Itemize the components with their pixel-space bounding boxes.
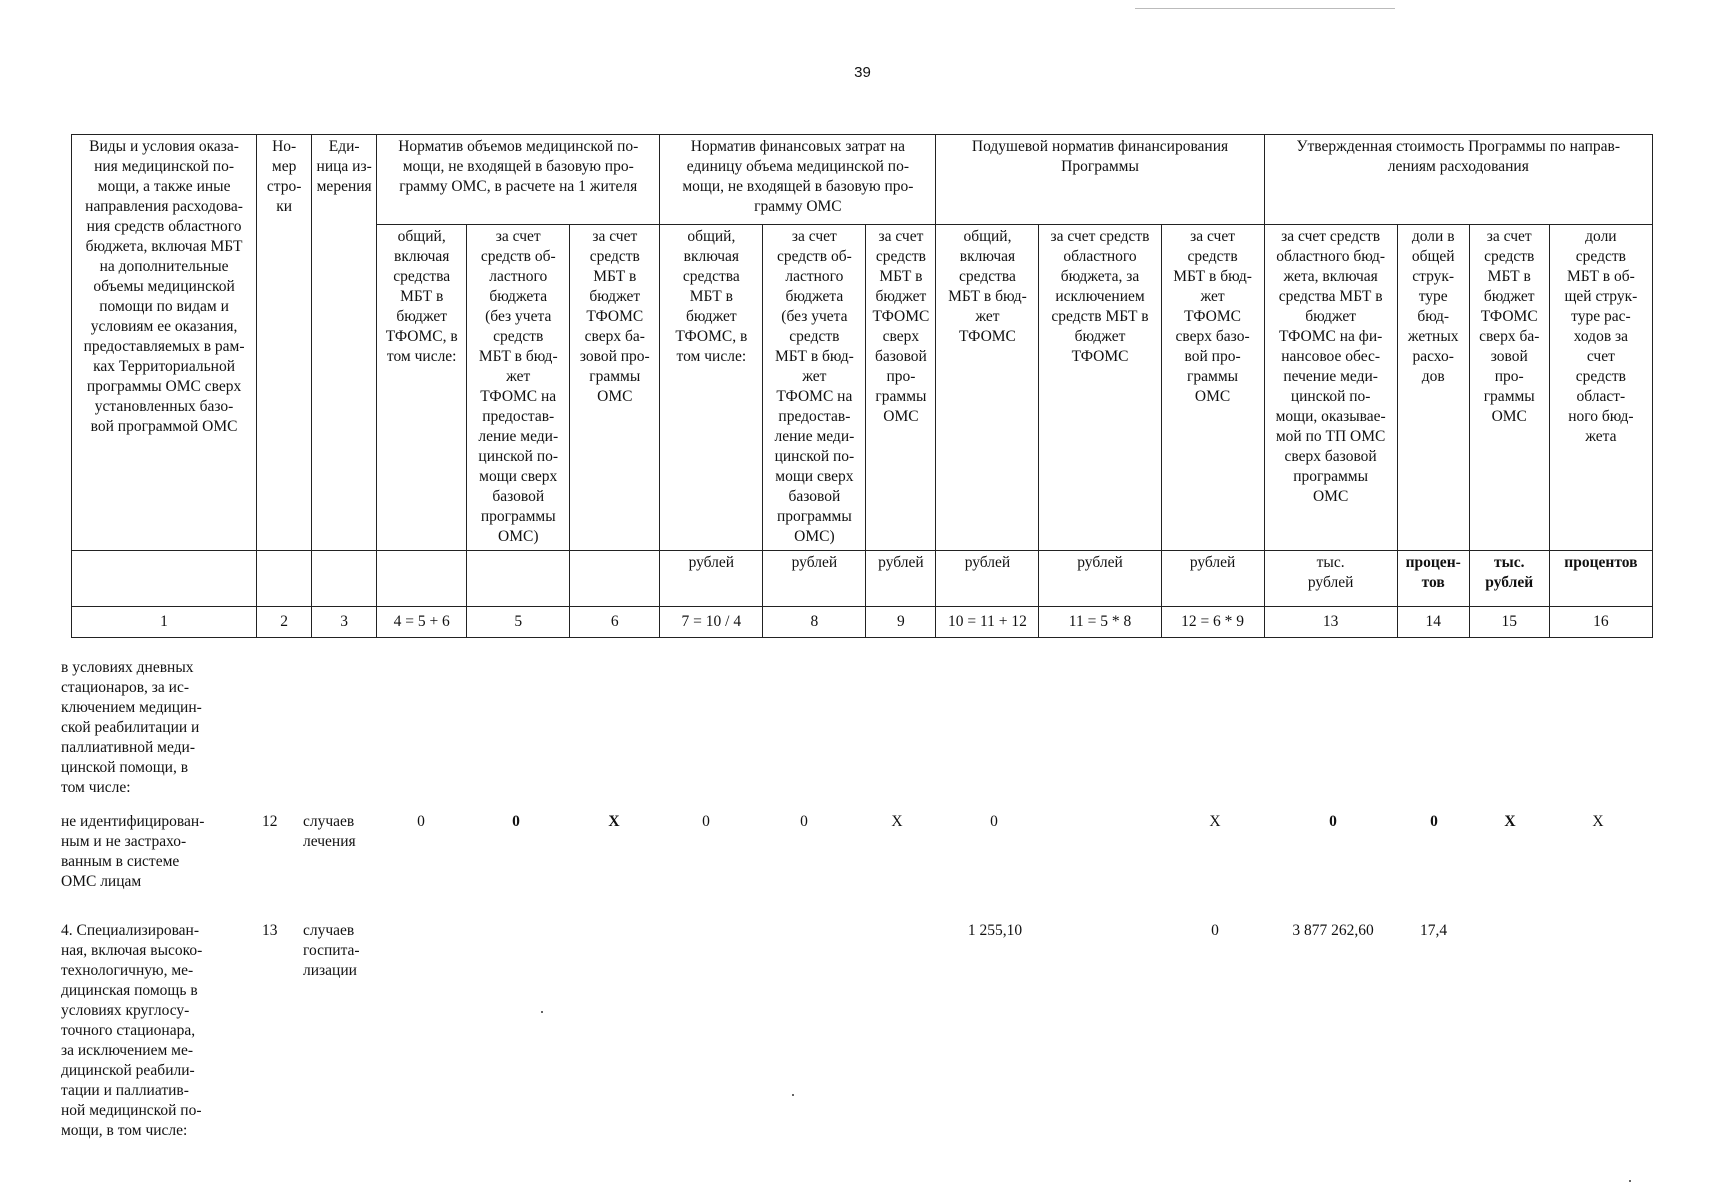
- text-line: ТФОМС: [1480, 308, 1538, 325]
- text-line: мер: [271, 158, 297, 175]
- unit-c16: процентов: [1549, 551, 1652, 607]
- text-line: ластного: [489, 268, 548, 285]
- unit-c8: рублей: [763, 551, 866, 607]
- column-number-14: 14: [1397, 607, 1469, 638]
- text-line: ках Территориальной: [93, 358, 235, 375]
- text-line: граммы: [589, 368, 641, 385]
- text-line: ТФОМС на: [776, 388, 853, 405]
- text-line: за исключением ме-: [61, 1042, 193, 1059]
- text-line: Программы: [1061, 158, 1139, 175]
- text-line: ластного: [785, 268, 844, 285]
- text-line: ление меди-: [478, 428, 559, 445]
- text-line: мощи, не входящей в базовую про-: [402, 158, 634, 175]
- unit-c12: рублей: [1161, 551, 1264, 607]
- text-line: МБТ в: [689, 288, 733, 305]
- row13-c14: 17,4: [1420, 922, 1448, 939]
- text-line: МБТ в бюд-: [775, 348, 854, 365]
- text-line: тыс.: [1493, 554, 1525, 571]
- text-line: за счет: [878, 228, 924, 245]
- row12-c4: 0: [417, 813, 425, 830]
- unit-c13: [1264, 551, 1397, 607]
- text-line: щей струк-: [1564, 288, 1638, 305]
- unit-c15: [1469, 551, 1549, 607]
- text-line: дицинская помощь в: [61, 982, 198, 999]
- text-line: МБТ в: [400, 288, 444, 305]
- text-line: мой по ТП ОМС: [1275, 428, 1386, 445]
- text-line: средств: [875, 248, 926, 265]
- text-line: бюджета, за: [1060, 268, 1140, 285]
- text-line: тации и паллиатив-: [61, 1082, 189, 1099]
- text-line: за счет: [592, 228, 638, 245]
- text-line: ница из-: [316, 158, 372, 175]
- text-line: нансовое обес-: [1281, 348, 1380, 365]
- text-line: вой про-: [1184, 348, 1241, 365]
- text-line: случаев: [303, 813, 355, 830]
- column-number-4: 4 = 5 + 6: [377, 607, 467, 638]
- text-line: тыс.: [1316, 554, 1345, 571]
- text-line: Норматив финансовых затрат на: [690, 138, 906, 155]
- row12-c9: X: [891, 813, 903, 830]
- text-line: жет: [802, 368, 827, 385]
- text-line: условиям ее оказания,: [90, 318, 238, 335]
- header-unit: [312, 135, 377, 551]
- text-line: включая: [394, 248, 450, 265]
- text-line: цинской по-: [478, 448, 559, 465]
- column-number-3: 3: [312, 607, 377, 638]
- text-line: печение меди-: [1283, 368, 1378, 385]
- subheader-c13: [1264, 225, 1397, 551]
- row13-c10: 1 255,10: [967, 922, 1023, 939]
- text-line: на дополнительные: [99, 258, 229, 275]
- scan-speck: [1629, 1180, 1631, 1182]
- row13-number: 13: [262, 922, 278, 939]
- text-line: ТФОМС на фи-: [1278, 328, 1383, 345]
- text-line: МБТ в: [593, 268, 637, 285]
- text-line: Норматив объемов медицинской по-: [398, 138, 639, 155]
- text-line: доли в: [1411, 228, 1455, 245]
- unit-c7: рублей: [660, 551, 763, 607]
- text-line: условиях круглосу-: [61, 1002, 190, 1019]
- text-line: общий,: [687, 228, 736, 245]
- text-line: включая: [683, 248, 740, 265]
- text-line: бюджет: [1305, 308, 1356, 325]
- text-line: счет: [1586, 348, 1615, 365]
- scan-artifact-line: [1135, 8, 1395, 9]
- text-line: жет: [975, 308, 1000, 325]
- row12-c13: 0: [1329, 813, 1337, 830]
- row12-c5: 0: [512, 813, 520, 830]
- text-line: (без учета: [485, 308, 552, 325]
- column-number-16: 16: [1549, 607, 1652, 638]
- text-line: дицинской реабили-: [61, 1062, 195, 1079]
- text-line: технологичную, ме-: [61, 962, 194, 979]
- text-line: жета: [1585, 428, 1617, 445]
- text-line: единицу объема медицинской по-: [686, 158, 910, 175]
- text-line: област-: [1576, 388, 1626, 405]
- text-line: том числе:: [676, 348, 747, 365]
- text-line: рублей: [1307, 574, 1354, 591]
- unit-cell-c2: [257, 551, 312, 607]
- text-line: рублей: [1485, 574, 1534, 591]
- text-line: ванным в системе: [61, 853, 180, 870]
- text-line: программы: [1293, 468, 1369, 485]
- column-number-7: 7 = 10 / 4: [660, 607, 763, 638]
- text-line: ТФОМС: [1184, 308, 1242, 325]
- text-line: Еди-: [328, 138, 360, 155]
- row12-c6: X: [608, 813, 620, 830]
- text-line: туре рас-: [1571, 308, 1631, 325]
- text-line: за счет: [1190, 228, 1236, 245]
- text-line: мощи, а также иные: [97, 178, 231, 195]
- text-line: доли: [1585, 228, 1617, 245]
- text-line: не идентифицирован-: [61, 813, 205, 830]
- text-line: за счет: [791, 228, 837, 245]
- unit-cell-c5: [467, 551, 570, 607]
- unit-c10: рублей: [936, 551, 1039, 607]
- text-line: расхо-: [1412, 348, 1454, 365]
- text-line: средств: [1484, 248, 1535, 265]
- text-line: ОМС: [883, 408, 919, 425]
- unit-cell-c3: [312, 551, 377, 607]
- text-line: средств: [589, 248, 640, 265]
- text-line: зовой про-: [579, 348, 650, 365]
- row-label-unidentified: [61, 812, 261, 892]
- text-line: средств: [789, 328, 840, 345]
- text-line: бюджета: [785, 288, 844, 305]
- text-line: предостав-: [482, 408, 555, 425]
- text-line: исключением: [1055, 288, 1145, 305]
- text-line: ТФОМС: [959, 328, 1016, 345]
- text-line: ключением медицин-: [61, 699, 202, 716]
- text-line: жетных: [1407, 328, 1459, 345]
- text-line: сверх ба-: [1479, 328, 1540, 345]
- text-line: Виды и условия оказа-: [89, 138, 239, 155]
- subheader-c7: [660, 225, 763, 551]
- text-line: МБТ в: [1487, 268, 1531, 285]
- text-line: ния средств областного: [86, 218, 242, 235]
- row-label-day-hospital: [61, 658, 261, 798]
- unit-cell-c6: [570, 551, 660, 607]
- text-line: мощи, не входящей в базовую про-: [682, 178, 914, 195]
- text-line: жет: [506, 368, 531, 385]
- text-line: ходов за: [1573, 328, 1629, 345]
- text-line: ТФОМС на: [480, 388, 557, 405]
- text-line: областного бюд-: [1276, 248, 1386, 265]
- text-line: бюд-: [1417, 308, 1450, 325]
- text-line: мощи, оказывае-: [1275, 408, 1386, 425]
- subheader-c4: [377, 225, 467, 551]
- text-line: средства: [393, 268, 451, 285]
- subheader-c11: [1039, 225, 1161, 551]
- text-line: бюджет: [1483, 288, 1535, 305]
- text-line: общей: [1411, 248, 1455, 265]
- text-line: том числе:: [61, 779, 131, 796]
- column-number-10: 10 = 11 + 12: [936, 607, 1039, 638]
- text-line: граммы: [1483, 388, 1535, 405]
- text-line: лечения: [303, 833, 356, 850]
- text-line: 4. Специализирован-: [61, 922, 200, 939]
- text-line: жет: [1200, 288, 1225, 305]
- subheader-c5: [467, 225, 570, 551]
- row13-c12: 0: [1211, 922, 1219, 939]
- text-line: туре: [1418, 288, 1448, 305]
- row12-c8: 0: [800, 813, 808, 830]
- unit-cell-c1: [72, 551, 257, 607]
- header-cost-norm: [660, 135, 936, 225]
- text-line: мощи сверх: [479, 468, 558, 485]
- text-line: программы: [776, 508, 852, 525]
- unit-c14: [1397, 551, 1469, 607]
- header-approved-cost: [1264, 135, 1652, 225]
- text-line: МБТ в бюд-: [478, 348, 558, 365]
- text-line: базовой: [788, 488, 841, 505]
- header-kind-of-care: [72, 135, 257, 551]
- text-line: включая: [959, 248, 1016, 265]
- text-line: предостав-: [778, 408, 851, 425]
- column-number-1: 1: [72, 607, 257, 638]
- text-line: программы ОМС сверх: [86, 378, 242, 395]
- text-line: бюджета: [489, 288, 548, 305]
- text-line: МБТ в: [879, 268, 923, 285]
- subheader-c10: [936, 225, 1039, 551]
- text-line: программы: [480, 508, 556, 525]
- row13-c13: 3 877 262,60: [1292, 922, 1374, 939]
- text-line: про-: [886, 368, 916, 385]
- text-line: грамму ОМС: [754, 198, 842, 215]
- text-line: базовой: [492, 488, 545, 505]
- text-line: средств: [1575, 248, 1626, 265]
- text-line: средств МБТ в: [1051, 308, 1149, 325]
- text-line: ТФОМС, в: [675, 328, 748, 345]
- text-line: бюджет: [589, 288, 641, 305]
- text-line: точного стационара,: [61, 1022, 196, 1039]
- subheader-c6: [570, 225, 660, 551]
- text-line: средств об-: [776, 248, 852, 265]
- row13-unit: [303, 921, 360, 981]
- text-line: установленных базо-: [94, 398, 234, 415]
- text-line: ТФОМС: [872, 308, 930, 325]
- column-number-11: 11 = 5 * 8: [1039, 607, 1161, 638]
- subheader-c8: [763, 225, 866, 551]
- text-line: помощи по видам и: [99, 298, 229, 315]
- text-line: средств: [1575, 368, 1626, 385]
- budget-program-table-header: [71, 134, 1653, 638]
- subheader-c15: [1469, 225, 1549, 551]
- text-line: бюджет: [396, 308, 448, 325]
- column-number-15: 15: [1469, 607, 1549, 638]
- row12-unit: [303, 812, 356, 852]
- text-line: ОМС: [597, 388, 633, 405]
- text-line: дов: [1421, 368, 1445, 385]
- row-label-specialized-care: [61, 921, 261, 1141]
- text-line: ОМС: [1491, 408, 1527, 425]
- text-line: сверх базо-: [1175, 328, 1250, 345]
- text-line: мощи, в том числе:: [61, 1122, 188, 1139]
- column-number-13: 13: [1264, 607, 1397, 638]
- text-line: МБТ в бюд-: [948, 288, 1027, 305]
- text-line: случаев: [303, 922, 355, 939]
- text-line: средства: [959, 268, 1016, 285]
- text-line: ОМС: [1194, 388, 1231, 405]
- text-line: средств: [493, 328, 544, 345]
- subheader-c9: [866, 225, 936, 551]
- text-line: зовой: [1490, 348, 1528, 365]
- text-line: средств: [1187, 248, 1238, 265]
- scan-speck: [792, 1094, 794, 1096]
- text-line: сверх: [882, 328, 920, 345]
- text-line: процен-: [1405, 554, 1461, 571]
- header-per-capita-norm: [936, 135, 1264, 225]
- text-line: ОМС лицам: [61, 873, 142, 890]
- text-line: Утвержденная стоимость Программы по направ-: [1296, 138, 1621, 155]
- column-number-9: 9: [866, 607, 936, 638]
- text-line: стационаров, за ис-: [61, 679, 190, 696]
- row12-number: 12: [262, 813, 278, 830]
- text-line: Но-: [272, 138, 297, 155]
- text-line: ТФОМС: [1071, 348, 1129, 365]
- text-line: ная, включая высоко-: [61, 942, 203, 959]
- text-line: цинской помощи, в: [61, 759, 189, 776]
- text-line: грамму ОМС, в расчете на 1 жителя: [399, 178, 638, 195]
- text-line: граммы: [1187, 368, 1239, 385]
- text-line: цинской по-: [1290, 388, 1371, 405]
- text-line: базовой: [875, 348, 927, 365]
- row12-c14: 0: [1430, 813, 1438, 830]
- text-line: мощи сверх: [775, 468, 854, 485]
- unit-c11: рублей: [1039, 551, 1161, 607]
- text-line: Подушевой норматив финансирования: [971, 138, 1229, 155]
- page-number: 39: [854, 64, 871, 81]
- text-line: том числе:: [386, 348, 457, 365]
- unit-cell-c4: [377, 551, 467, 607]
- text-line: общий,: [963, 228, 1012, 245]
- text-line: ОМС: [1312, 488, 1349, 505]
- text-line: средства: [682, 268, 740, 285]
- subheader-c16: [1549, 225, 1652, 551]
- row12-c16: X: [1592, 813, 1604, 830]
- text-line: за счет: [1486, 228, 1532, 245]
- text-line: средств об-: [480, 248, 556, 265]
- text-line: в условиях дневных: [61, 659, 194, 676]
- column-number-8: 8: [763, 607, 866, 638]
- text-line: ки: [276, 198, 293, 215]
- text-line: предоставляемых в рам-: [83, 338, 245, 355]
- text-line: стро-: [266, 178, 302, 195]
- text-line: сверх базовой: [1284, 448, 1377, 465]
- text-line: струк-: [1412, 268, 1455, 285]
- text-line: цинской по-: [774, 448, 855, 465]
- text-line: ной медицинской по-: [61, 1102, 202, 1119]
- text-line: средства МБТ в: [1278, 288, 1383, 305]
- text-line: вой программой ОМС: [90, 418, 238, 435]
- header-volume-norm: [377, 135, 660, 225]
- text-line: за счет: [495, 228, 541, 245]
- text-line: МБТ в об-: [1566, 268, 1635, 285]
- text-line: ТФОМС, в: [385, 328, 458, 345]
- text-line: госпита-: [303, 942, 360, 959]
- text-line: ской реабилитации и: [61, 719, 200, 736]
- text-line: бюджет: [685, 308, 737, 325]
- text-line: ление меди-: [774, 428, 855, 445]
- subheader-c12: [1161, 225, 1264, 551]
- column-number-2: 2: [257, 607, 312, 638]
- text-line: направления расходова-: [85, 198, 243, 215]
- text-line: ния медицинской по-: [94, 158, 234, 175]
- row12-c12: X: [1209, 813, 1221, 830]
- column-number-6: 6: [570, 607, 660, 638]
- text-line: тов: [1421, 574, 1445, 591]
- text-line: общий,: [397, 228, 446, 245]
- column-number-12: 12 = 6 * 9: [1161, 607, 1264, 638]
- row12-c7: 0: [702, 813, 710, 830]
- text-line: ного бюд-: [1568, 408, 1634, 425]
- text-line: бюджета, включая МБТ: [85, 238, 243, 255]
- text-line: объемы медицинской: [93, 278, 235, 295]
- text-line: лениям расходования: [1387, 158, 1529, 175]
- unit-c9: рублей: [866, 551, 936, 607]
- header-row-number: [257, 135, 312, 551]
- text-line: за счет средств: [1281, 228, 1381, 245]
- text-line: ТФОМС: [586, 308, 644, 325]
- text-line: МБТ в бюд-: [1173, 268, 1252, 285]
- text-line: (без учета: [781, 308, 848, 325]
- text-line: паллиативной меди-: [61, 739, 195, 756]
- text-line: ОМС): [498, 528, 539, 545]
- column-number-5: 5: [467, 607, 570, 638]
- text-line: сверх ба-: [584, 328, 645, 345]
- subheader-c14: [1397, 225, 1469, 551]
- text-line: мерения: [316, 178, 372, 195]
- text-line: граммы: [875, 388, 927, 405]
- row12-c10: 0: [990, 813, 998, 830]
- scan-speck: [541, 1011, 543, 1013]
- text-line: бюджет: [1074, 328, 1126, 345]
- row12-c15: X: [1504, 813, 1516, 830]
- text-line: за счет средств: [1050, 228, 1150, 245]
- text-line: бюджет: [875, 288, 927, 305]
- text-line: областного: [1063, 248, 1137, 265]
- text-line: ным и не застрахо-: [61, 833, 187, 850]
- text-line: лизации: [303, 962, 357, 979]
- text-line: про-: [1494, 368, 1524, 385]
- text-line: ОМС): [794, 528, 835, 545]
- text-line: жета, включая: [1283, 268, 1378, 285]
